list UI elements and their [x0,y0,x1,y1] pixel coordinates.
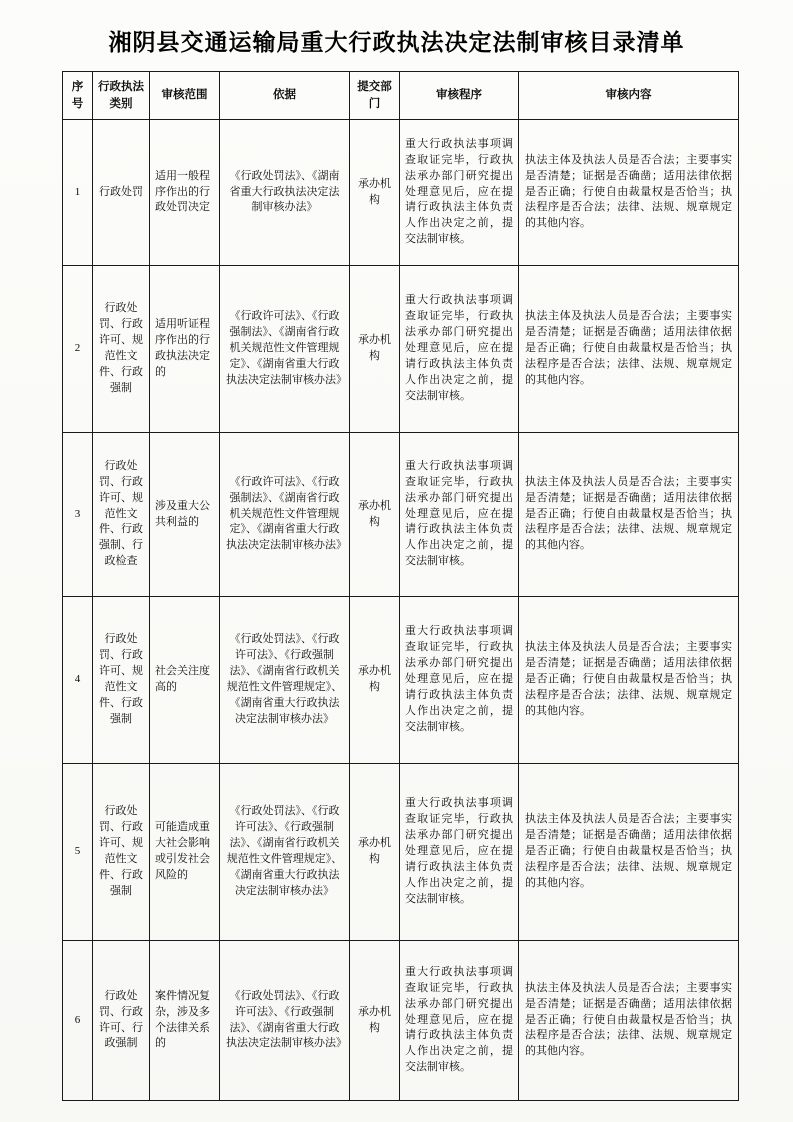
cell-content: 执法主体及执法人员是否合法；主要事实是否清楚；证据是否确凿；适用法律依据是否正确；行使自由裁量权是否恰当；执法程序是否合法；法律、法规、规章规定的其他内容。 [519,597,739,764]
cell-basis: 《行政许可法》、《行政强制法》、《湖南省行政机关规范性文件管理规定》、《湖南省重大行政执法决定法制审核办法》 [220,433,350,597]
cell-scope: 社会关注度高的 [150,597,220,764]
cell-basis: 《行政处罚法》、《行政许可法》、《行政强制法》、《湖南省行政机关规范性文件管理规定》、《湖南省重大行政执法决定法制审核办法》 [220,597,350,764]
cell-no: 5 [63,764,93,941]
cell-department: 承办机构 [350,764,400,941]
cell-content: 执法主体及执法人员是否合法；主要事实是否清楚；证据是否确凿；适用法律依据是否正确；行使自由裁量权是否恰当；执法程序是否合法；法律、法规、规章规定的其他内容。 [519,941,739,1101]
cell-category: 行政处罚 [93,120,150,266]
cell-procedure: 重大行政执法事项调查取证完毕，行政执法承办部门研究提出处理意见后，应在提请行政执法主体负责人作出决定之前，提交法制审核。 [400,433,519,597]
cell-content: 执法主体及执法人员是否合法；主要事实是否清楚；证据是否确凿；适用法律依据是否正确；行使自由裁量权是否恰当；执法程序是否合法；法律、法规、规章规定的其他内容。 [519,433,739,597]
table-row [63,266,739,433]
cell-content: 执法主体及执法人员是否合法；主要事实是否清楚；证据是否确凿；适用法律依据是否正确；行使自由裁量权是否恰当；执法程序是否合法；法律、法规、规章规定的其他内容。 [519,266,739,433]
audit-directory-table [62,71,739,1101]
cell-department: 承办机构 [350,941,400,1101]
cell-scope: 适用听证程序作出的行政执法决定的 [150,266,220,433]
cell-basis: 《行政处罚法》、《行政许可法》、《行政强制法》、《湖南省重大行政执法决定法制审核办法》 [220,941,350,1101]
cell-category: 行政处罚、行政许可、规范性文件、行政强制、行政检查 [93,433,150,597]
table-header-row [63,72,739,120]
table-row [63,597,739,764]
cell-scope: 涉及重大公共利益的 [150,433,220,597]
cell-no: 2 [63,266,93,433]
header-no: 序号 [63,72,93,120]
cell-procedure: 重大行政执法事项调查取证完毕，行政执法承办部门研究提出处理意见后，应在提请行政执法主体负责人作出决定之前，提交法制审核。 [400,266,519,433]
cell-category: 行政处罚、行政许可、规范性文件、行政强制 [93,266,150,433]
page-title: 湘阴县交通运输局重大行政执法决定法制审核目录清单 [108,30,685,55]
cell-department: 承办机构 [350,597,400,764]
cell-no: 6 [63,941,93,1101]
cell-category: 行政处罚、行政许可、行政强制 [93,941,150,1101]
table-row [63,433,739,597]
header-content: 审核内容 [519,72,739,120]
header-department: 提交部门 [350,72,400,120]
cell-content: 执法主体及执法人员是否合法；主要事实是否清楚；证据是否确凿；适用法律依据是否正确；行使自由裁量权是否恰当；执法程序是否合法；法律、法规、规章规定的其他内容。 [519,120,739,266]
cell-content: 执法主体及执法人员是否合法；主要事实是否清楚；证据是否确凿；适用法律依据是否正确；行使自由裁量权是否恰当；执法程序是否合法；法律、法规、规章规定的其他内容。 [519,764,739,941]
cell-no: 1 [63,120,93,266]
table-row [63,120,739,266]
table-row [63,764,739,941]
cell-department: 承办机构 [350,266,400,433]
cell-no: 3 [63,433,93,597]
cell-category: 行政处罚、行政许可、规范性文件、行政强制 [93,764,150,941]
header-basis: 依据 [220,72,350,120]
header-scope: 审核范围 [150,72,220,120]
header-category: 行政执法类别 [93,72,150,120]
cell-basis: 《行政处罚法》、《行政许可法》、《行政强制法》、《湖南省行政机关规范性文件管理规定》、《湖南省重大行政执法决定法制审核办法》 [220,764,350,941]
table-row [63,941,739,1101]
cell-scope: 案件情况复杂，涉及多个法律关系的 [150,941,220,1101]
cell-department: 承办机构 [350,120,400,266]
cell-department: 承办机构 [350,433,400,597]
header-procedure: 审核程序 [400,72,519,120]
cell-scope: 适用一般程序作出的行政处罚决定 [150,120,220,266]
cell-basis: 《行政处罚法》、《湖南省重大行政执法决定法制审核办法》 [220,120,350,266]
cell-basis: 《行政许可法》、《行政强制法》、《湖南省行政机关规范性文件管理规定》、《湖南省重大行政执法决定法制审核办法》 [220,266,350,433]
cell-category: 行政处罚、行政许可、规范性文件、行政强制 [93,597,150,764]
cell-procedure: 重大行政执法事项调查取证完毕，行政执法承办部门研究提出处理意见后，应在提请行政执法主体负责人作出决定之前，提交法制审核。 [400,597,519,764]
cell-procedure: 重大行政执法事项调查取证完毕，行政执法承办部门研究提出处理意见后，应在提请行政执法主体负责人作出决定之前，提交法制审核。 [400,120,519,266]
cell-scope: 可能造成重大社会影响或引发社会风险的 [150,764,220,941]
cell-procedure: 重大行政执法事项调查取证完毕，行政执法承办部门研究提出处理意见后，应在提请行政执法主体负责人作出决定之前，提交法制审核。 [400,941,519,1101]
cell-no: 4 [63,597,93,764]
cell-procedure: 重大行政执法事项调查取证完毕，行政执法承办部门研究提出处理意见后，应在提请行政执法主体负责人作出决定之前，提交法制审核。 [400,764,519,941]
